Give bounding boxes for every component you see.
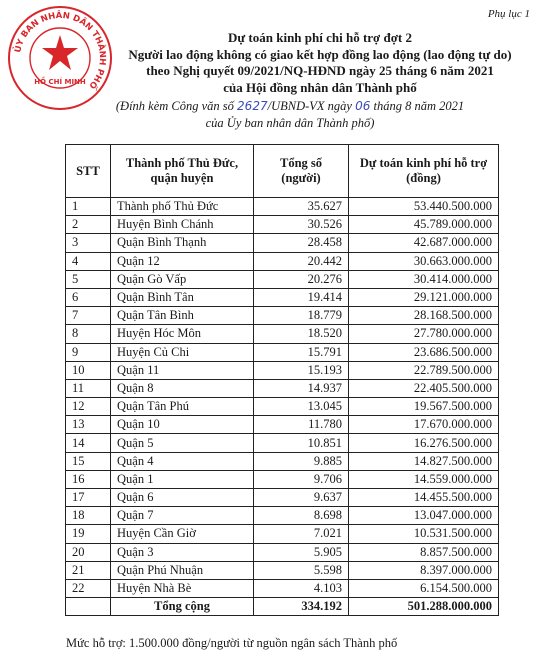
table-row xyxy=(66,216,499,234)
total-row xyxy=(66,598,499,616)
table-row xyxy=(66,307,499,325)
row-stt: 15 xyxy=(66,452,111,470)
row-count: 14.937 xyxy=(254,379,349,397)
row-count: 10.851 xyxy=(254,434,349,452)
table-row xyxy=(66,361,499,379)
row-name: Huyện Bình Chánh xyxy=(111,216,254,234)
table-row xyxy=(66,198,499,216)
row-stt: 4 xyxy=(66,252,111,270)
row-count: 13.045 xyxy=(254,398,349,416)
table-row xyxy=(66,343,499,361)
row-budget: 17.670.000.000 xyxy=(349,416,499,434)
row-budget: 23.686.500.000 xyxy=(349,343,499,361)
row-count: 9.706 xyxy=(254,470,349,488)
table-row xyxy=(66,288,499,306)
row-budget: 6.154.500.000 xyxy=(349,579,499,597)
table-row xyxy=(66,325,499,343)
row-name: Quận Bình Tân xyxy=(111,288,254,306)
row-budget: 27.780.000.000 xyxy=(349,325,499,343)
row-name: Quận 1 xyxy=(111,470,254,488)
document-header xyxy=(0,30,540,132)
header-name: Thành phố Thủ Đức, quận huyện xyxy=(111,145,254,198)
row-stt: 12 xyxy=(66,398,111,416)
total-stt-cell xyxy=(66,598,111,616)
row-name: Huyện Củ Chi xyxy=(111,343,254,361)
row-name: Quận 6 xyxy=(111,489,254,507)
handwritten-day: 06 xyxy=(355,99,371,113)
row-count: 9.637 xyxy=(254,489,349,507)
attach-line-2: của Ủy ban nhân dân Thành phố) xyxy=(205,116,375,130)
row-name: Quận Tân Phú xyxy=(111,398,254,416)
title-line-2: Người lao động không có giao kết hợp đồng lao động (lao động tự do) xyxy=(128,46,512,62)
row-count: 28.458 xyxy=(254,234,349,252)
row-name: Quận Tân Bình xyxy=(111,307,254,325)
row-budget: 53.440.500.000 xyxy=(349,198,499,216)
row-name: Quận 11 xyxy=(111,361,254,379)
table-row xyxy=(66,270,499,288)
row-stt: 18 xyxy=(66,507,111,525)
row-budget: 45.789.000.000 xyxy=(349,216,499,234)
row-count: 9.885 xyxy=(254,452,349,470)
row-stt: 1 xyxy=(66,198,111,216)
row-stt: 11 xyxy=(66,379,111,397)
row-budget: 22.789.500.000 xyxy=(349,361,499,379)
table-row xyxy=(66,579,499,597)
row-budget: 16.276.500.000 xyxy=(349,434,499,452)
row-budget: 30.663.000.000 xyxy=(349,252,499,270)
table-row xyxy=(66,507,499,525)
row-stt: 21 xyxy=(66,561,111,579)
row-budget: 8.397.000.000 xyxy=(349,561,499,579)
row-count: 30.526 xyxy=(254,216,349,234)
attach-prefix: (Đính kèm Công văn số xyxy=(115,99,234,113)
header-budget: Dự toán kinh phí hỗ trợ (đồng) xyxy=(349,145,499,198)
row-count: 15.193 xyxy=(254,361,349,379)
row-stt: 7 xyxy=(66,307,111,325)
row-count: 5.598 xyxy=(254,561,349,579)
row-budget: 8.857.500.000 xyxy=(349,543,499,561)
row-name: Huyện Hóc Môn xyxy=(111,325,254,343)
row-count: 19.414 xyxy=(254,288,349,306)
row-budget: 14.827.500.000 xyxy=(349,452,499,470)
row-budget: 13.047.000.000 xyxy=(349,507,499,525)
row-budget: 42.687.000.000 xyxy=(349,234,499,252)
table-row xyxy=(66,252,499,270)
total-budget: 501.288.000.000 xyxy=(349,598,499,616)
table-row xyxy=(66,452,499,470)
row-stt: 2 xyxy=(66,216,111,234)
table-header-row xyxy=(66,145,499,198)
attach-suffix: tháng 8 năm 2021 xyxy=(373,99,465,113)
row-name: Thành phố Thủ Đức xyxy=(111,198,254,216)
row-budget: 14.559.000.000 xyxy=(349,470,499,488)
row-count: 4.103 xyxy=(254,579,349,597)
row-budget: 14.455.500.000 xyxy=(349,489,499,507)
footnote: Mức hỗ trợ: 1.500.000 đồng/người từ nguồn ngân sách Thành phố xyxy=(66,636,398,650)
row-budget: 10.531.500.000 xyxy=(349,525,499,543)
row-stt: 14 xyxy=(66,434,111,452)
row-name: Quận 3 xyxy=(111,543,254,561)
row-name: Quận 5 xyxy=(111,434,254,452)
row-count: 11.780 xyxy=(254,416,349,434)
row-name: Quận Gò Vấp xyxy=(111,270,254,288)
row-budget: 28.168.500.000 xyxy=(349,307,499,325)
attach-mid: /UBND-VX ngày xyxy=(267,99,352,113)
row-name: Quận 12 xyxy=(111,252,254,270)
row-stt: 17 xyxy=(66,489,111,507)
row-count: 7.021 xyxy=(254,525,349,543)
row-count: 35.627 xyxy=(254,198,349,216)
row-stt: 10 xyxy=(66,361,111,379)
attachment-note xyxy=(0,98,540,132)
row-stt: 20 xyxy=(66,543,111,561)
row-count: 5.905 xyxy=(254,543,349,561)
row-budget: 29.121.000.000 xyxy=(349,288,499,306)
row-count: 15.791 xyxy=(254,343,349,361)
row-stt: 22 xyxy=(66,579,111,597)
row-name: Quận Bình Thạnh xyxy=(111,234,254,252)
row-name: Quận Phú Nhuận xyxy=(111,561,254,579)
row-stt: 3 xyxy=(66,234,111,252)
total-count: 334.192 xyxy=(254,598,349,616)
row-budget: 30.414.000.000 xyxy=(349,270,499,288)
row-count: 18.779 xyxy=(254,307,349,325)
appendix-label: Phụ lục 1 xyxy=(487,8,530,20)
row-stt: 5 xyxy=(66,270,111,288)
header-stt: STT xyxy=(66,145,111,198)
row-name: Quận 10 xyxy=(111,416,254,434)
row-count: 20.276 xyxy=(254,270,349,288)
svg-text:ỦY BAN NHÂN DÂN THÀNH PHỐ: ỦY BAN NHÂN DÂN THÀNH PHỐ xyxy=(13,10,108,91)
svg-text:HỒ CHÍ MINH: HỒ CHÍ MINH xyxy=(34,78,86,86)
row-stt: 13 xyxy=(66,416,111,434)
table-row xyxy=(66,379,499,397)
table-row xyxy=(66,561,499,579)
row-stt: 16 xyxy=(66,470,111,488)
row-stt: 9 xyxy=(66,343,111,361)
table-row xyxy=(66,416,499,434)
row-budget: 19.567.500.000 xyxy=(349,398,499,416)
table-row xyxy=(66,470,499,488)
table-row xyxy=(66,398,499,416)
title-line-4: của Hội đồng nhân dân Thành phố xyxy=(223,79,417,95)
row-stt: 6 xyxy=(66,288,111,306)
row-name: Quận 4 xyxy=(111,452,254,470)
row-stt: 19 xyxy=(66,525,111,543)
handwritten-doc-number: 2627 xyxy=(237,99,268,113)
row-name: Quận 8 xyxy=(111,379,254,397)
row-budget: 22.405.500.000 xyxy=(349,379,499,397)
table-row xyxy=(66,525,499,543)
row-count: 18.520 xyxy=(254,325,349,343)
row-name: Huyện Cần Giờ xyxy=(111,525,254,543)
row-count: 8.698 xyxy=(254,507,349,525)
title-line-1: Dự toán kinh phí chi hỗ trợ đợt 2 xyxy=(227,30,413,45)
row-name: Quận 7 xyxy=(111,507,254,525)
header-count: Tổng số (người) xyxy=(254,145,349,198)
table-row xyxy=(66,234,499,252)
total-label: Tổng cộng xyxy=(111,598,254,616)
row-count: 20.442 xyxy=(254,252,349,270)
table-row xyxy=(66,543,499,561)
row-name: Huyện Nhà Bè xyxy=(111,579,254,597)
title-line-3: theo Nghị quyết 09/2021/NQ-HĐND ngày 25 tháng 6 năm 2021 xyxy=(146,63,494,78)
table-row xyxy=(66,489,499,507)
table-row xyxy=(66,434,499,452)
budget-table xyxy=(65,144,499,616)
row-stt: 8 xyxy=(66,325,111,343)
